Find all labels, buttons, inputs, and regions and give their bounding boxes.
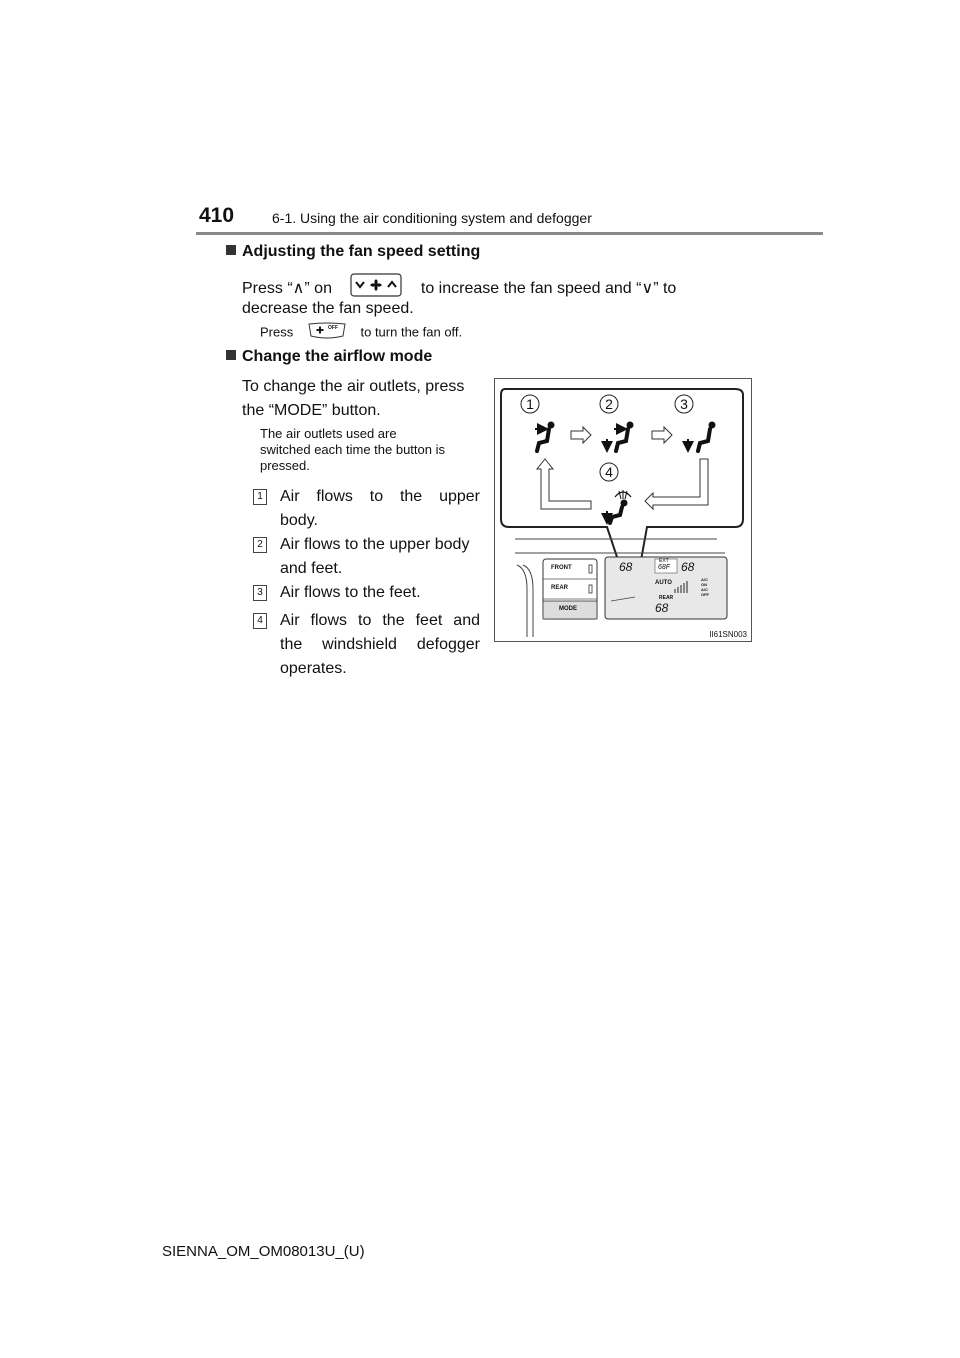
display-ac: A/C (701, 577, 708, 582)
fan-off-label: OFF (328, 325, 338, 331)
airflow-heading (226, 348, 432, 366)
airflow-heading-text: Change the airflow mode (242, 348, 433, 365)
panel-front-label: FRONT (551, 565, 572, 571)
list-number-4: 4 (253, 613, 267, 629)
fan-speed-heading-text: Adjusting the fan speed setting (242, 243, 481, 260)
page-number: 410 (199, 204, 235, 227)
text-fragment: ” to (653, 280, 677, 298)
fan-speed-heading (226, 243, 480, 261)
list-item (280, 609, 480, 681)
fan-speed-instruction-line2: decrease the fan speed. (242, 300, 414, 317)
down-symbol: ∨ (641, 280, 654, 298)
display-temp-right: 68 (681, 560, 695, 574)
list-item-line: Air flows to the feet. (280, 584, 421, 601)
bullet-square-icon (226, 245, 236, 255)
callout-label-1: 1 (526, 396, 534, 412)
text-fragment: ” on (304, 280, 332, 298)
callout-label-3: 3 (680, 396, 688, 412)
fan-off-note (260, 322, 462, 344)
document-id: SIENNA_OM_OM08013U_(U) (162, 1243, 365, 1260)
fan-off-button-icon (307, 322, 347, 344)
text-fragment: to increase the fan speed and “ (420, 280, 642, 298)
airflow-note-3: pressed. (260, 458, 310, 473)
airflow-intro-1: To change the air outlets, press (242, 378, 465, 395)
figure-caption: II61SN003 (709, 630, 747, 639)
panel-mode-label: MODE (559, 606, 577, 612)
text-fragment: Press “ (242, 280, 293, 298)
list-item-line: Air flows to the upper body (280, 536, 470, 553)
section-title: 6-1. Using the air conditioning system and defogger (272, 210, 592, 226)
list-item (280, 581, 480, 605)
display-ext-temp: 68F (658, 564, 671, 571)
airflow-note-1: The air outlets used are (260, 426, 397, 441)
display-ext-label: EXT (659, 558, 669, 564)
up-symbol: ∧ (292, 280, 305, 298)
display-temp-left: 68 (619, 560, 633, 574)
display-auto: AUTO (655, 580, 672, 586)
list-number-3: 3 (253, 585, 267, 601)
airflow-intro-2: the “MODE” button. (242, 402, 381, 419)
list-number-1: 1 (253, 489, 267, 505)
display-rear: REAR (659, 595, 674, 601)
display-on: ON (701, 582, 707, 587)
display-ac-2: A/C (701, 587, 708, 592)
bullet-square-icon (226, 350, 236, 360)
airflow-mode-figure (494, 378, 752, 642)
list-number-2: 2 (253, 537, 267, 553)
list-item-line: Air flows to the upper (280, 488, 480, 505)
airflow-diagram (495, 379, 751, 641)
list-item-line: and feet. (280, 560, 343, 577)
list-item-line: the windshield defogger (280, 636, 480, 653)
header-divider (196, 232, 823, 235)
callout-label-4: 4 (605, 464, 613, 480)
display-off: OFF (701, 592, 709, 597)
text-fragment: Press (260, 324, 294, 340)
text-fragment: to turn the fan off. (360, 324, 463, 340)
list-item-line: Air flows to the feet and (280, 612, 480, 629)
list-item (280, 533, 480, 581)
list-item (280, 485, 480, 533)
callout-label-2: 2 (605, 396, 613, 412)
panel-rear-label: REAR (551, 585, 569, 591)
list-item-line: body. (280, 512, 318, 529)
list-item-line: operates. (280, 660, 347, 677)
display-rear-temp: 68 (655, 601, 669, 615)
airflow-note-2: switched each time the button is (260, 442, 445, 457)
